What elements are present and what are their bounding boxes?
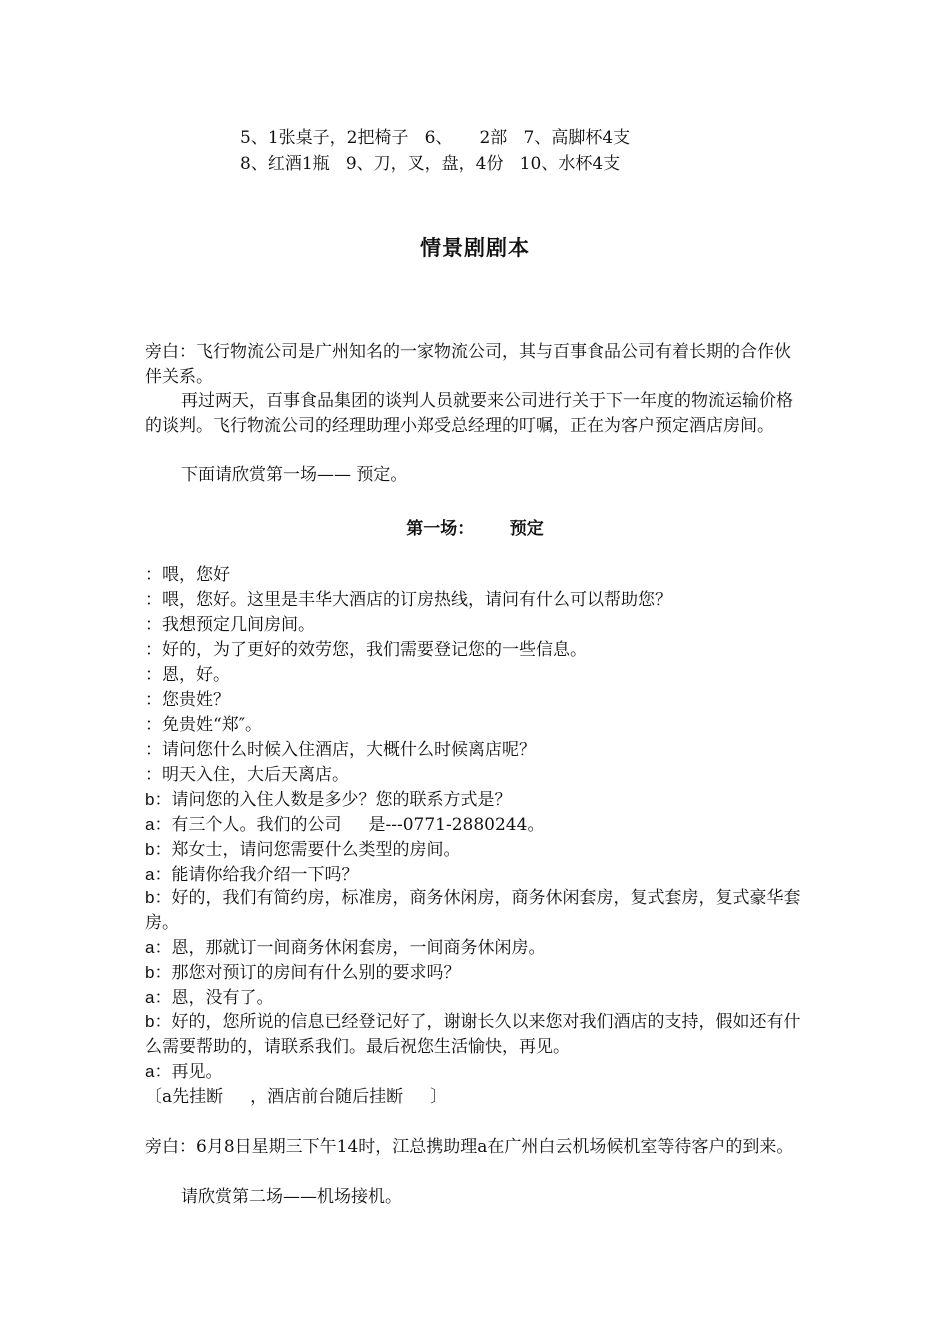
dialogue-line: a：有三个人。我们的公司 是---0771-2880244。	[145, 815, 545, 835]
narration-outro: 旁白：6月8日星期三下午14时，江总携助理a在广州白云机场候机室等待客户的到来。	[145, 1137, 794, 1157]
dialogue-line: a：能请你给我介绍一下吗？	[145, 865, 359, 885]
dialogue-line: b：那您对预订的房间有什么别的要求吗？	[145, 963, 461, 983]
stage-direction: 〔a先挂断 ，酒店前台随后挂断 〕	[145, 1087, 448, 1107]
dialogue-line: ：免贵姓“郑″。	[145, 715, 263, 735]
dialogue-line: ：我想预定几间房间。	[145, 615, 315, 635]
narration-paragraph-3: 下面请欣赏第一场—— 预定。	[181, 465, 408, 485]
dialogue-line: ：恩，好。	[145, 665, 230, 685]
dialogue-line: ：明天入住，大后天离店。	[145, 765, 349, 785]
narration-scene-2-intro: 请欣赏第二场——机场接机。	[181, 1187, 402, 1207]
dialogue-line: ：好的，为了更好的效劳您，我们需要登记您的一些信息。	[145, 640, 587, 660]
document-title: 情景剧剧本	[420, 235, 530, 260]
dialogue-line: a：恩，那就订一间商务休闲套房，一间商务休闲房。	[145, 938, 546, 958]
dialogue-line: ：您贵姓？	[145, 690, 230, 710]
prop-list-line-2: 8、红酒1瓶 9、刀，叉，盘，4份 10、水杯4支	[240, 154, 621, 174]
dialogue-line: b：好的，您所说的信息已经登记好了，谢谢长久以来您对我们酒店的支持，假如还有什么需要帮助的，请联系我们。最后祝您生活愉快，再见。	[145, 1012, 801, 1057]
scene-1-title: 第一场： 预定	[406, 519, 544, 539]
dialogue-line: ：请问您什么时候入住酒店，大概什么时候离店呢？	[145, 740, 536, 760]
narration-paragraph-2: 再过两天，百事食品集团的谈判人员就要来公司进行关于下一年度的物流运输价格的谈判。飞行物流公司的经理助理小郑受总经理的叮嘱，正在为客户预定酒店房间。	[145, 391, 793, 436]
dialogue-line: ：喂，您好	[145, 565, 230, 585]
dialogue-line: a：恩，没有了。	[145, 988, 274, 1008]
dialogue-line: b：请问您的入住人数是多少？您的联系方式是？	[145, 790, 512, 810]
dialogue-line: ：喂，您好。这里是丰华大酒店的订房热线，请问有什么可以帮助您？	[145, 590, 672, 610]
dialogue-line: b：好的，我们有简约房，标准房，商务休闲房，商务休闲套房，复式套房，复式豪华套房。	[145, 888, 801, 933]
dialogue-line: a：再见。	[145, 1062, 223, 1082]
dialogue-line: b：郑女士，请问您需要什么类型的房间。	[145, 840, 461, 860]
prop-list-line-1: 5、1张桌子，2把椅子 6、 2部 7、高脚杯4支	[240, 128, 631, 148]
narration-intro: 旁白：飞行物流公司是广州知名的一家物流公司，其与百事食品公司有着长期的合作伙伴关系。	[145, 342, 791, 387]
